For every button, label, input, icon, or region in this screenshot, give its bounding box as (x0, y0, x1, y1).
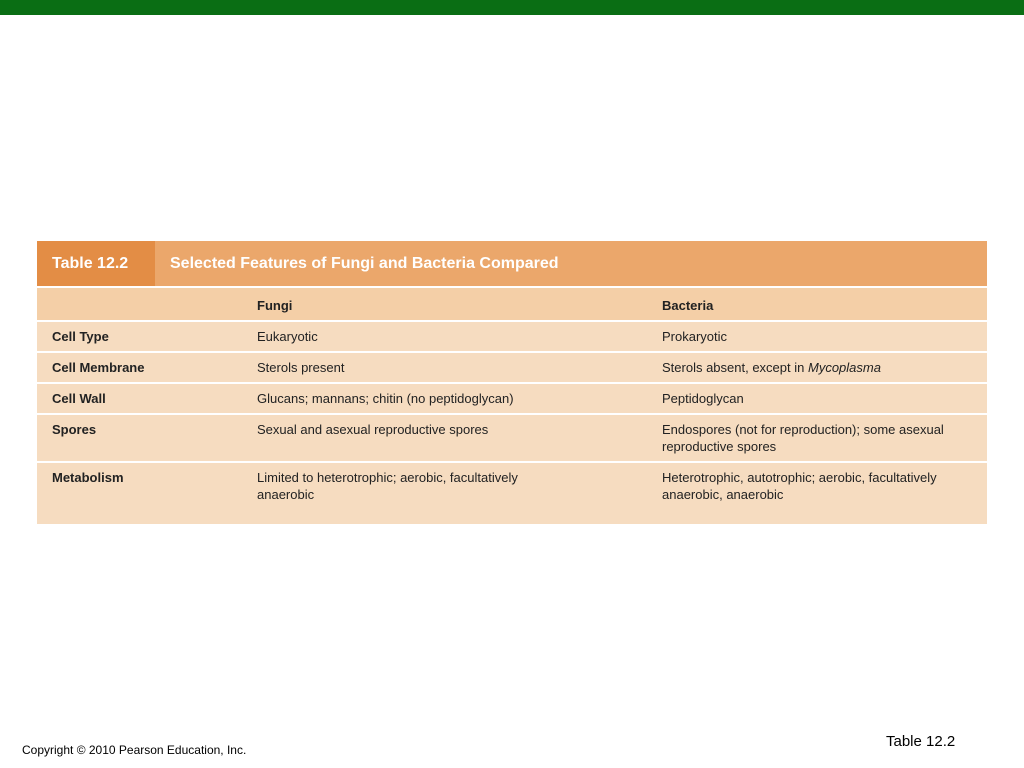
table-row (37, 384, 987, 413)
fungi-cell-line: anaerobic (257, 487, 315, 502)
fungi-cell: Eukaryotic (257, 329, 318, 344)
bacteria-cell-italic-text: Mycoplasma (807, 360, 881, 375)
bacteria-cell-line: reproductive spores (662, 439, 777, 454)
table-row (37, 353, 987, 382)
table-header-row (37, 288, 987, 320)
bacteria-cell: Prokaryotic (662, 329, 728, 344)
bacteria-cell-line: anaerobic, anaerobic (662, 487, 784, 502)
feature-cell: Spores (52, 422, 97, 437)
table-row (37, 322, 987, 351)
comparison-table (37, 241, 987, 524)
fungi-cell: Glucans; mannans; chitin (no peptidoglycan) (257, 391, 514, 406)
top-accent-bar (0, 0, 1024, 15)
fungi-cell (257, 469, 637, 503)
bacteria-cell (662, 359, 982, 376)
feature-cell: Cell Membrane (52, 360, 145, 375)
feature-cell: Metabolism (52, 470, 124, 485)
table-title: Selected Features of Fungi and Bacteria Compared (170, 255, 559, 272)
bacteria-cell-line: Endospores (not for reproduction); some asexual (662, 422, 944, 437)
table-number-label: Table 12.2 (37, 241, 155, 286)
fungi-cell: Sexual and asexual reproductive spores (257, 422, 489, 437)
slide-label: Table 12.2 (886, 733, 956, 750)
table-row (37, 415, 987, 461)
header-cell-fungi: Fungi (257, 298, 293, 313)
bacteria-cell-line: Heterotrophic, autotrophic; aerobic, facultatively (662, 470, 937, 485)
fungi-cell-line: Limited to heterotrophic; aerobic, facultatively (257, 470, 518, 485)
bacteria-cell (662, 421, 982, 455)
table-row (37, 463, 987, 524)
bacteria-cell-text: Sterols absent, except in (662, 360, 808, 375)
table-title-bar (37, 241, 987, 286)
copyright-notice: Copyright © 2010 Pearson Education, Inc. (22, 743, 247, 757)
fungi-cell: Sterols present (257, 360, 345, 375)
header-cell-bacteria: Bacteria (662, 298, 714, 313)
bacteria-cell (662, 469, 982, 503)
feature-cell: Cell Type (52, 329, 109, 344)
feature-cell: Cell Wall (52, 391, 106, 406)
bacteria-cell: Peptidoglycan (662, 391, 744, 406)
